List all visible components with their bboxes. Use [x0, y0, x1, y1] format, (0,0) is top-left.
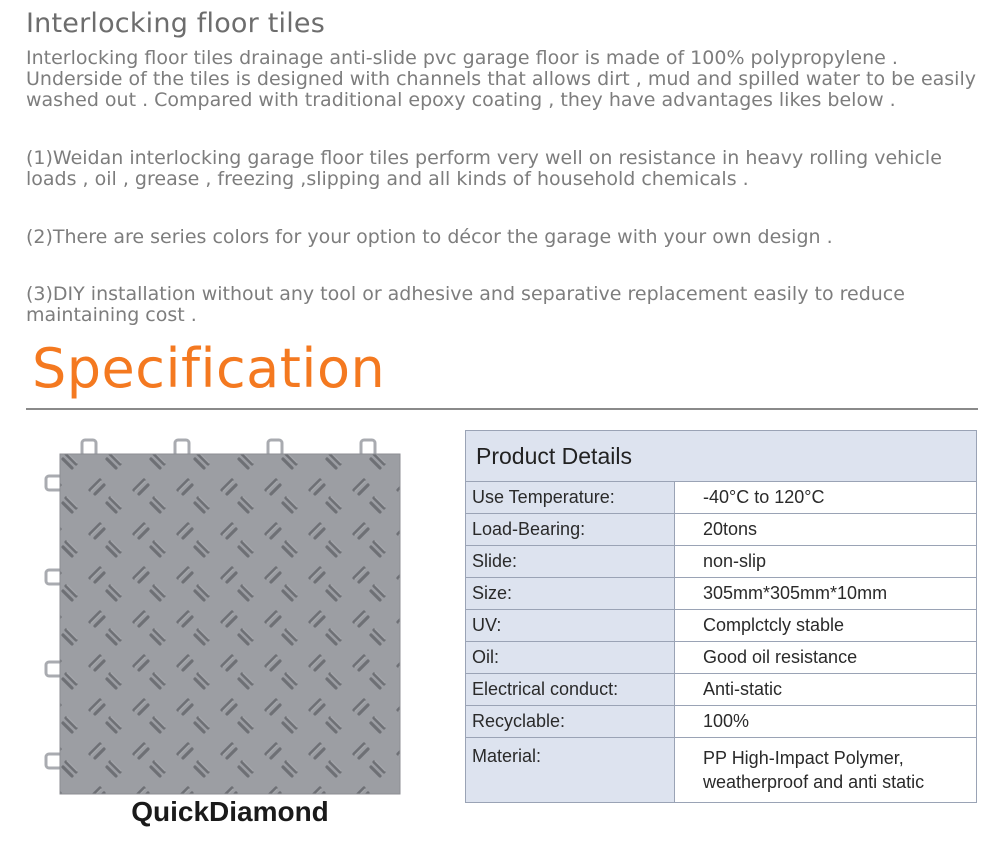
- row-value: Anti-static: [675, 674, 977, 706]
- row-value: PP High-Impact Polymer, weatherproof and anti static: [675, 738, 977, 803]
- row-key: Use Temperature:: [466, 482, 675, 514]
- row-value: Complctcly stable: [675, 610, 977, 642]
- row-key: Electrical conduct:: [466, 674, 675, 706]
- table-row: [466, 514, 977, 546]
- row-key: Oil:: [466, 642, 675, 674]
- row-value: non-slip: [675, 546, 977, 578]
- row-key: UV:: [466, 610, 675, 642]
- table-row: [466, 674, 977, 706]
- product-tile-image: [40, 430, 420, 810]
- row-value: Good oil resistance: [675, 642, 977, 674]
- row-key: Size:: [466, 578, 675, 610]
- table-row: [466, 738, 977, 803]
- row-key: Material:: [466, 738, 675, 803]
- product-caption: QuickDiamond: [131, 796, 329, 827]
- intro-paragraph-2: (1)Weidan interlocking garage floor tiles perform very well on resistance in heavy rolling vehicle loads , oil , grease , freezing ,slipping and all kinds of household chemicals .: [26, 147, 942, 190]
- table-row: [466, 610, 977, 642]
- row-key: Load-Bearing:: [466, 514, 675, 546]
- page-title: Interlocking floor tiles: [26, 8, 326, 39]
- table-row: [466, 642, 977, 674]
- row-key: Slide:: [466, 546, 675, 578]
- table-row: [466, 482, 977, 514]
- table-row: [466, 706, 977, 738]
- intro-paragraph-1: Interlocking floor tiles drainage anti-slide pvc garage floor is made of 100% polypropylene . Underside of the tiles is designed with channels that allows dirt , mud and spilled water to be easily washed out . Compared with traditional epoxy coating , they have advantages likes below .: [26, 47, 976, 111]
- product-details-table: [465, 430, 977, 803]
- floor-tile-illustration: [40, 430, 420, 810]
- intro-paragraph-3: (2)There are series colors for your option to décor the garage with your own design .: [26, 226, 833, 248]
- table-row: [466, 546, 977, 578]
- row-value: 20tons: [675, 514, 977, 546]
- intro-paragraph-4: (3)DIY installation without any tool or adhesive and separative replacement easily to reduce maintaining cost .: [26, 283, 905, 326]
- row-value: -40°C to 120°C: [675, 482, 977, 514]
- row-key: Recyclable:: [466, 706, 675, 738]
- table-header: Product Details: [466, 431, 977, 482]
- specification-heading: Specification: [32, 337, 386, 400]
- divider: [26, 408, 978, 410]
- row-value: 305mm*305mm*10mm: [675, 578, 977, 610]
- table-row: [466, 578, 977, 610]
- row-value: 100%: [675, 706, 977, 738]
